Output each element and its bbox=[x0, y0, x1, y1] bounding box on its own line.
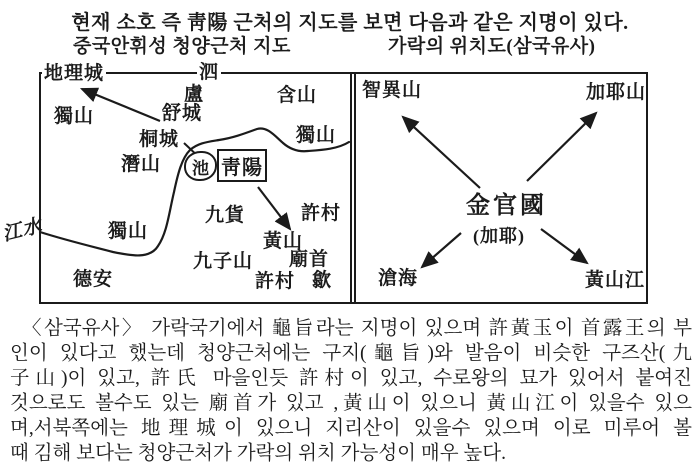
label-guhwa: 九貨 bbox=[205, 205, 246, 226]
label-gayasan: 加耶山 bbox=[586, 82, 647, 103]
label-ro: 盧 bbox=[184, 84, 205, 105]
paragraph-line: 〈삼국유사〉 가락국기에서 龜旨라는 지명이 있으며 許黃玉이 首露王의 부 bbox=[22, 318, 692, 339]
paragraph-line: 子山)이 있고, 許氏 마을인듯 許村이 있고, 수로왕의 묘가 있어서 붙여진 bbox=[10, 368, 692, 389]
label-doksan-ne: 獨山 bbox=[296, 125, 337, 146]
label-jiriseong: 地理城 bbox=[44, 63, 105, 84]
label-geumgwanguk: 金官國 bbox=[466, 193, 547, 219]
paragraph-line: 며,서북쪽에는 地理城이 있으니 지리산이 있을수 있으며 이로 미루어 볼 bbox=[10, 418, 692, 439]
label-heochon-s: 許村 bbox=[255, 271, 296, 292]
label-dongseong: 桐城 bbox=[139, 129, 180, 150]
label-changhae: 滄海 bbox=[378, 268, 419, 289]
cheongyang-boxed-label: 靑陽 bbox=[217, 149, 267, 182]
label-jamsan: 潛山 bbox=[121, 154, 162, 175]
label-heochon-e: 許村 bbox=[301, 203, 342, 224]
label-doksan-sw: 獨山 bbox=[108, 221, 149, 242]
label-deokan: 德安 bbox=[73, 269, 114, 290]
label-doksan-nw: 獨山 bbox=[54, 106, 95, 127]
left-map-title: 중국안휘성 청양근처 지도 bbox=[73, 36, 291, 57]
body-paragraph bbox=[10, 316, 692, 466]
label-hwangsangang: 黃山江 bbox=[585, 270, 646, 291]
label-myosu: 廟首 bbox=[289, 249, 330, 270]
page-title: 현재 소호 즉 靑陽 근처의 지도를 보면 다음과 같은 지명이 있다. bbox=[71, 12, 629, 34]
label-gangsu-river: 江水 bbox=[0, 215, 45, 246]
label-gaya-paren: (加耶) bbox=[473, 226, 525, 246]
paragraph-line: 것으로도 볼수도 있는 廟首가 있고 ,黃山이 있으니 黃山江이 있을수 있으 bbox=[10, 393, 692, 414]
paragraph-line: 때 김해 보다는 청양근처가 가락의 위치 가능성이 매우 높다. bbox=[10, 443, 506, 464]
pond-circle-label: 池 bbox=[184, 151, 217, 181]
label-seop: 歙 bbox=[312, 270, 333, 291]
right-map-title: 가락의 위치도(삼국유사) bbox=[388, 36, 596, 57]
label-sa: 泗 bbox=[199, 62, 220, 83]
label-hamsan: 含山 bbox=[277, 85, 318, 106]
label-seoseong: 舒城 bbox=[162, 103, 203, 124]
label-gujasan: 九子山 bbox=[193, 251, 254, 272]
label-jirisan: 智異山 bbox=[362, 80, 423, 101]
label-hwangsan: 黃山 bbox=[263, 231, 304, 252]
paragraph-line: 인이 있다고 했는데 청양근처에는 구지(龜旨)와 발음이 비슷한 구즈산(九 bbox=[10, 343, 692, 364]
